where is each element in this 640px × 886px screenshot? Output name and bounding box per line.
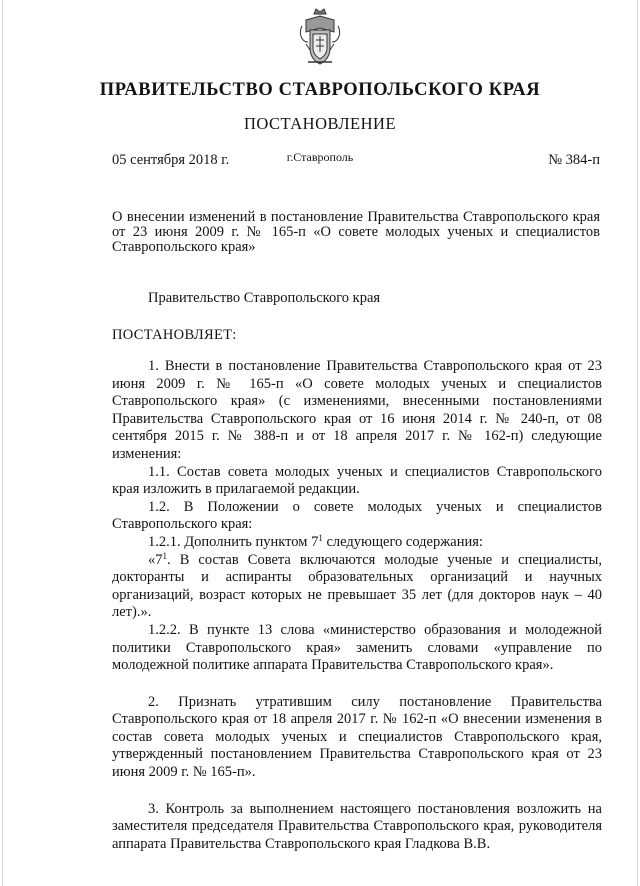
paragraph-1-1: 1.1. Состав совета молодых ученых и специалистов Ставропольского края изложить в прилагаемой редакции. xyxy=(112,463,602,498)
document-type: ПОСТАНОВЛЕНИЕ xyxy=(243,114,397,133)
superscript: 1 xyxy=(162,550,167,561)
document-subject: О внесении изменений в постановление Правительства Ставропольского края от 23 июня 2009 г. № 165-п «О совете молодых ученых и специалистов Ставропольского края» xyxy=(112,209,600,255)
document-date: 05 сентября 2018 г. xyxy=(112,152,230,168)
superscript: 1 xyxy=(318,532,323,543)
paragraph-7-1-text: . В состав Совета включаются молодые ученые и специалисты, докторанты и аспиранты образовательных организаций и научных организаций, возраст которых не превышает 35 лет (для докторов наук – 40 лет).». xyxy=(112,551,602,621)
paragraph-1-2-2: 1.2.2. В пункте 13 слова «министерство образования и молодежной политики Ставропольского края» заменить словами «управление по молодежной политике аппарата Правительства Ставропольского края». xyxy=(112,621,602,674)
paragraph-1-2: 1.2. В Положении о совете молодых ученых и специалистов Ставропольского края: xyxy=(112,498,602,533)
coat-of-arms-icon xyxy=(296,6,344,70)
preamble: Правительство Ставропольского края xyxy=(148,290,381,306)
organization-title: ПРАВИТЕЛЬСТВО СТАВРОПОЛЬСКОГО КРАЯ xyxy=(99,80,541,100)
document-number: № 384-п xyxy=(548,152,600,168)
decree-word: ПОСТАНОВЛЯЕТ: xyxy=(112,327,237,343)
paragraph-1-2-1 xyxy=(112,534,602,552)
paragraph-1-2-1-tail: следующего содержания: xyxy=(322,533,483,550)
paragraph-1-2-1-text: 1.2.1. Дополнить пунктом 7 xyxy=(148,533,319,550)
paragraph-3: 3. Контроль за выполнением настоящего постановления возложить на заместителя председателя Правительства Ставропольского края, руководителя аппарата Правительства Ставропольского края Гладкова В.В. xyxy=(112,800,602,852)
paragraph-7-1 xyxy=(112,552,602,622)
document-city: г.Ставрополь xyxy=(286,150,354,164)
paragraph-7-1-lead: «7 xyxy=(148,551,163,568)
document-body xyxy=(112,358,602,853)
paragraph-2: 2. Признать утратившим силу постановление Правительства Ставропольского края от 18 апреля 2017 г. № 162-п «О внесении изменения в состав совета молодых ученых и специалистов Ставропольского края, утвержденный постановлением Правительства Ставропольского края от 23 июня 2009 г. № 165-п». xyxy=(112,693,602,781)
paragraph-1: 1. Внести в постановление Правительства Ставропольского края от 23 июня 2009 г. № 165-п «О совете молодых ученых и специалистов Ставропольского края» (с изменениями, внесенными постановлениями Правительства Ставропольского края от 16 июня 2014 г. № 240-п, от 08 сентября 2015 г. № 388-п и от 18 апреля 2017 г. № 162-п) следующие изменения: xyxy=(112,358,602,462)
